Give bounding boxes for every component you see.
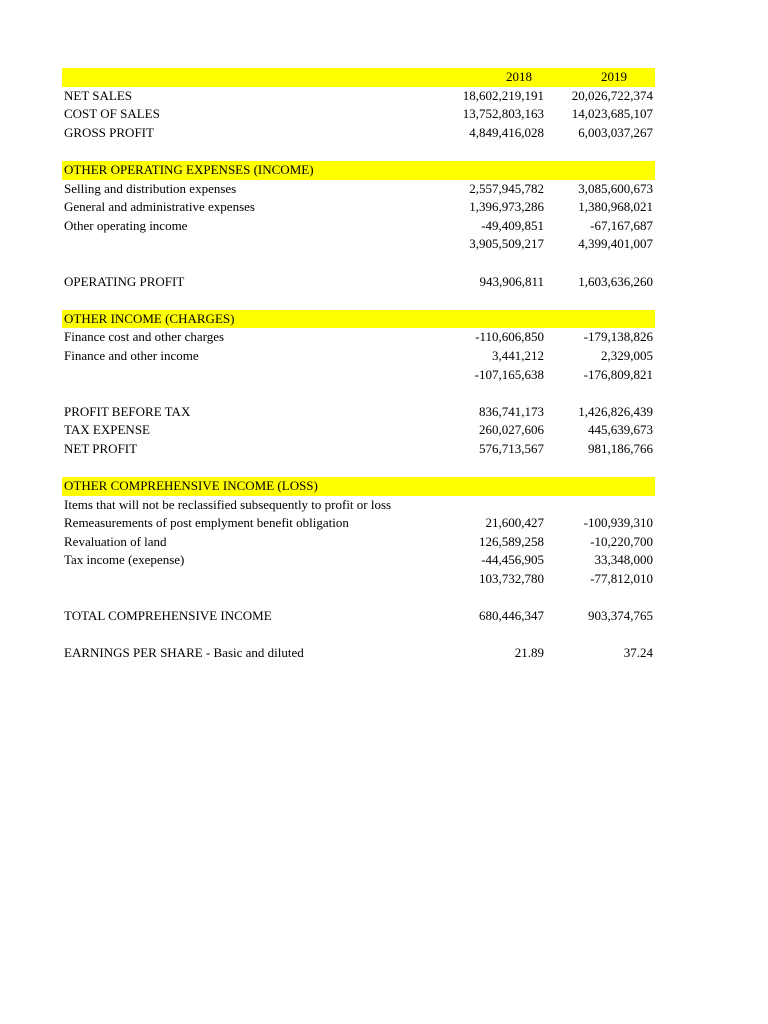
value-2018: 260,027,606 (479, 422, 544, 438)
value-2018: 2,557,945,782 (469, 180, 544, 196)
line-item-row (62, 607, 655, 626)
value-2018: -49,409,851 (481, 217, 544, 233)
line-item-label: COST OF SALES (64, 106, 160, 122)
value-2018: -44,456,905 (481, 552, 544, 568)
line-item-row (62, 440, 655, 459)
value-2018: 3,441,212 (492, 347, 544, 363)
value-2019: -176,809,821 (583, 366, 653, 382)
line-item-row (62, 496, 655, 515)
value-2019: 445,639,673 (588, 422, 653, 438)
section-header-row (62, 161, 655, 180)
value-2018: 836,741,173 (479, 403, 544, 419)
blank-row (62, 626, 655, 645)
line-item-label: Items that will not be reclassified subsequently to profit or loss (64, 496, 392, 512)
year-header-row (62, 68, 655, 87)
value-2019: 33,348,000 (594, 552, 653, 568)
line-item-row (62, 533, 655, 552)
value-2019: 1,426,826,439 (578, 403, 653, 419)
line-item-label: PROFIT BEFORE TAX (64, 403, 191, 419)
section-header-row (62, 310, 655, 329)
line-item-row (62, 403, 655, 422)
value-2018: 680,446,347 (479, 608, 544, 624)
blank-row (62, 291, 655, 310)
value-2018: 21,600,427 (485, 515, 544, 531)
value-2019: -77,812,010 (590, 571, 653, 587)
line-item-row (62, 644, 655, 663)
value-2019: -179,138,826 (583, 329, 653, 345)
line-item-row (62, 514, 655, 533)
value-2018: -107,165,638 (474, 366, 544, 382)
line-item-row (62, 421, 655, 440)
blank-row (62, 589, 655, 608)
blank-row (62, 142, 655, 161)
line-item-label: NET SALES (64, 87, 133, 103)
line-item-row (62, 180, 655, 199)
subtotal-row (62, 366, 655, 385)
line-item-label: Revaluation of land (64, 533, 167, 549)
income-statement-sheet (62, 68, 655, 663)
value-2018: 4,849,416,028 (469, 124, 544, 140)
value-2019: -10,220,700 (590, 533, 653, 549)
line-item-row (62, 551, 655, 570)
value-2018: 18,602,219,191 (462, 87, 544, 103)
value-2018: 3,905,509,217 (469, 236, 544, 252)
value-2018: 126,589,258 (479, 533, 544, 549)
line-item-label: Remeasurements of post emplyment benefit obligation (64, 515, 349, 531)
value-2019: 20,026,722,374 (571, 87, 653, 103)
subtotal-row (62, 235, 655, 254)
line-item-row (62, 105, 655, 124)
line-item-label: TOTAL COMPREHENSIVE INCOME (64, 608, 272, 624)
line-item-row (62, 198, 655, 217)
line-item-label: Tax income (exepense) (64, 552, 185, 568)
value-2019: 2,329,005 (601, 347, 653, 363)
line-item-row (62, 217, 655, 236)
value-2019: 903,374,765 (588, 608, 653, 624)
value-2018: 13,752,803,163 (462, 106, 544, 122)
value-2018: 103,732,780 (479, 571, 544, 587)
value-2018: 576,713,567 (479, 440, 544, 456)
line-item-row (62, 273, 655, 292)
line-item-label: Other operating income (64, 217, 188, 233)
value-2018: -110,606,850 (475, 329, 544, 345)
line-item-label: NET PROFIT (64, 440, 138, 456)
value-2019: 14,023,685,107 (571, 106, 653, 122)
section-header-row (62, 477, 655, 496)
blank-row (62, 254, 655, 273)
year-2019-header: 2019 (601, 69, 627, 84)
line-item-label: TAX EXPENSE (64, 422, 150, 438)
line-item-label: OPERATING PROFIT (64, 273, 185, 289)
line-item-row (62, 124, 655, 143)
section-header-label: OTHER INCOME (CHARGES) (64, 310, 235, 326)
line-item-row (62, 347, 655, 366)
blank-row (62, 384, 655, 403)
line-item-label: GROSS PROFIT (64, 124, 154, 140)
line-item-label: Selling and distribution expenses (64, 180, 237, 196)
value-2019: 3,085,600,673 (578, 180, 653, 196)
section-header-label: OTHER OPERATING EXPENSES (INCOME) (64, 161, 314, 177)
value-2019: -100,939,310 (583, 515, 653, 531)
value-2018: 21.89 (514, 645, 544, 661)
value-2019: 37.24 (623, 645, 653, 661)
line-item-row (62, 87, 655, 106)
value-2019: -67,167,687 (590, 217, 653, 233)
line-item-label: General and administrative expenses (64, 199, 255, 215)
value-2018: 1,396,973,286 (469, 199, 544, 215)
value-2018: 943,906,811 (479, 273, 544, 289)
line-item-label: Finance and other income (64, 347, 199, 363)
value-2019: 4,399,401,007 (578, 236, 653, 252)
value-2019: 1,380,968,021 (578, 199, 653, 215)
value-2019: 6,003,037,267 (578, 124, 653, 140)
line-item-label: EARNINGS PER SHARE - Basic and diluted (64, 645, 304, 661)
section-header-label: OTHER COMPREHENSIVE INCOME (LOSS) (64, 478, 318, 494)
statement-rows (62, 87, 655, 663)
year-2018-header: 2018 (506, 69, 532, 84)
line-item-label: Finance cost and other charges (64, 329, 225, 345)
line-item-row (62, 328, 655, 347)
blank-row (62, 458, 655, 477)
subtotal-row (62, 570, 655, 589)
value-2019: 1,603,636,260 (578, 273, 653, 289)
value-2019: 981,186,766 (588, 440, 653, 456)
